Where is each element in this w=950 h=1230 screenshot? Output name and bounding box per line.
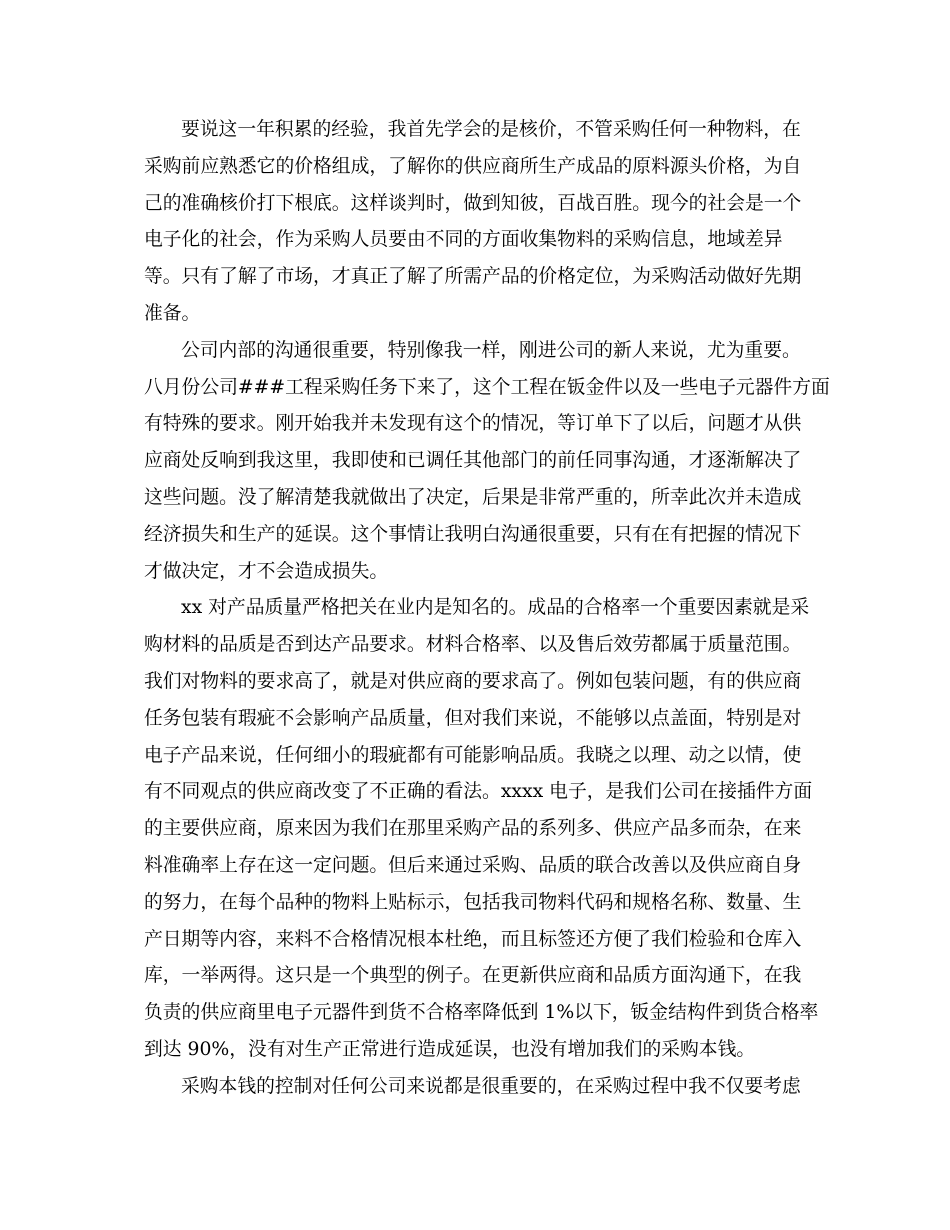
text-line: 应商处反响到我这里，我即使和已调任其他部门的前任同事沟通，才逐渐解决了 xyxy=(144,450,802,472)
text-line: 准备。 xyxy=(144,302,201,324)
text-line: 有特殊的要求。刚开始我并未发现有这个的情况，等订单下了以后，问题才从供 xyxy=(144,413,802,435)
text-line: 我们对物料的要求高了，就是对供应商的要求高了。例如包装问题，有的供应商 xyxy=(144,670,802,692)
text-line: 采购本钱的控制对任何公司来说都是很重要的，在采购过程中我不仅要考虑 xyxy=(181,1075,801,1097)
text-line: 库，一举两得。这只是一个典型的例子。在更新供应商和品质方面沟通下，在我 xyxy=(144,965,802,987)
text-line: xx 对产品质量严格把关在业内是知名的。成品的合格率一个重要因素就是采 xyxy=(181,597,810,619)
text-line: 有不同观点的供应商改变了不正确的看法。xxxx 电子，是我们公司在接插件方面 xyxy=(144,781,813,803)
text-line: 才做决定，才不会造成损失。 xyxy=(144,560,389,582)
document-body xyxy=(144,112,830,1106)
text-line: 这些问题。没了解清楚我就做出了决定，后果是非常严重的，所幸此次并未造成 xyxy=(144,486,802,508)
text-line: 要说这一年积累的经验，我首先学会的是核价，不管采购任何一种物料，在 xyxy=(181,119,801,140)
text-line: 八月份公司###工程采购任务下来了，这个工程在钣金件以及一些电子元器件方面 xyxy=(144,376,830,398)
text-line: 经济损失和生产的延误。这个事情让我明白沟通很重要，只有在有把握的情况下 xyxy=(144,523,802,545)
paragraph-4 xyxy=(144,1069,804,1106)
text-line: 等。只有了解了市场，才真正了解了所需产品的价格定位，为采购活动做好先期 xyxy=(144,266,802,288)
text-line: 负责的供应商里电子元器件到货不合格率降低到 1%以下，钣金结构件到货合格率 xyxy=(144,1002,819,1024)
text-line: 的努力，在每个品种的物料上贴标示，包括我司物料代码和规格名称、数量、生 xyxy=(144,891,802,913)
text-line: 购材料的品质是否到达产品要求。材料合格率、以及售后效劳都属于质量范围。 xyxy=(144,634,802,656)
paragraph-2 xyxy=(144,333,830,591)
text-line: 料准确率上存在这一定问题。但后来通过采购、品质的联合改善以及供应商自身 xyxy=(144,854,802,876)
text-line: 产日期等内容，来料不合格情况根本杜绝，而且标签还方便了我们检验和仓库入 xyxy=(144,928,802,950)
text-line: 到达 90%，没有对生产正常进行造成延误，也没有增加我们的采购本钱。 xyxy=(144,1038,756,1060)
text-line: 己的准确核价打下根底。这样谈判时，做到知彼，百战百胜。现今的社会是一个 xyxy=(144,192,802,214)
text-line: 公司内部的沟通很重要，特别像我一样，刚进公司的新人来说，尤为重要。 xyxy=(181,339,801,361)
text-line: 任务包装有瑕疵不会影响产品质量，但对我们来说，不能够以点盖面，特别是对 xyxy=(144,707,802,729)
text-line: 的主要供应商，原来因为我们在那里采购产品的系列多、供应产品多而杂，在来 xyxy=(144,818,802,840)
paragraph-1 xyxy=(144,112,804,333)
text-line: 电子化的社会，作为采购人员要由不同的方面收集物料的采购信息，地域差异 xyxy=(144,229,783,251)
paragraph-3 xyxy=(144,590,819,1068)
text-line: 电子产品来说，任何细小的瑕疵都有可能影响品质。我晓之以理、动之以情，使 xyxy=(144,744,802,766)
text-line: 采购前应熟悉它的价格组成，了解你的供应商所生产成品的原料源头价格，为自 xyxy=(144,155,802,177)
